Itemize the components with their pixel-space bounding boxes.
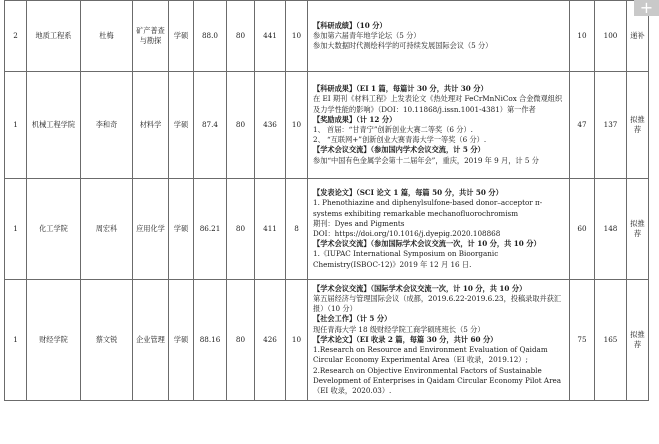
degree-cell: 学硕 bbox=[169, 1, 194, 72]
table-row bbox=[5, 1, 649, 72]
score-cell: 88.16 bbox=[194, 280, 227, 401]
result-cell: 拟推荐 bbox=[627, 179, 649, 280]
achievement-line: 2、 “互联网+”创新创业大赛青海大学一等奖（6 分）. bbox=[313, 135, 487, 145]
score-cell: 436 bbox=[255, 72, 286, 179]
score-cell: 87.4 bbox=[194, 72, 227, 179]
score-cell: 8 bbox=[286, 179, 308, 280]
achievement-heading: 【科研成果】（EI 1 篇，每篇计 30 分，共计 30 分） bbox=[313, 84, 488, 94]
achievement-line: 参加“中国有色金属学会第十二届年会”，重庆，2019 年 9 月，计 5 分 bbox=[313, 155, 539, 165]
degree-cell: 学硕 bbox=[169, 179, 194, 280]
result-cell: 拟推荐 bbox=[627, 280, 649, 401]
seq-cell: 2 bbox=[5, 1, 27, 72]
research-score-cell: 75 bbox=[570, 280, 595, 401]
score-cell: 80 bbox=[227, 280, 255, 401]
seq-cell: 1 bbox=[5, 280, 27, 401]
achievement-heading: 【发表论文】（SCI 论文 1 篇，每篇 50 分，共计 50 分） bbox=[313, 188, 503, 198]
degree-cell: 学硕 bbox=[169, 280, 194, 401]
achievement-line: 1.Research on Resource and Environment Evaluation of Qaidam Circular Economy Experimental Area（EI 收录，2019.12）; bbox=[313, 345, 548, 365]
college-cell: 地质工程系 bbox=[27, 1, 81, 72]
name-cell: 周宏科 bbox=[81, 179, 133, 280]
score-cell: 426 bbox=[255, 280, 286, 401]
score-cell: 10 bbox=[286, 1, 308, 72]
achievement-line: 在 EI 期刊《材料工程》上发表论文《热处理对 FeCrMnNiCox 合金微观组织及力学性能的影响》（DOI：10.11868/j.issn.1001-4381）第一作者 bbox=[313, 94, 563, 114]
total-score-cell: 137 bbox=[595, 72, 627, 179]
major-cell: 矿产普查与勘探 bbox=[133, 1, 169, 72]
table-row bbox=[5, 179, 649, 280]
table-row bbox=[5, 72, 649, 179]
score-cell: 411 bbox=[255, 179, 286, 280]
name-cell: 杜梅 bbox=[81, 1, 133, 72]
score-cell: 86.21 bbox=[194, 179, 227, 280]
college-cell: 化工学院 bbox=[27, 179, 81, 280]
research-score-cell: 60 bbox=[570, 179, 595, 280]
achievement-heading: 【奖励成果】（计 12 分） bbox=[313, 114, 397, 124]
total-score-cell: 165 bbox=[595, 280, 627, 401]
achievement-heading: 【学术会议交流】（参加国际学术会议交流一次，计 10 分，共 10 分） bbox=[313, 239, 541, 249]
achievement-heading: 【学术会议交流】（参加国内学术会议交流，计 5 分） bbox=[313, 145, 485, 155]
achievements-cell bbox=[308, 179, 570, 280]
achievement-line: 参加第六届青年地学论坛（5 分） bbox=[313, 30, 421, 40]
table-row bbox=[5, 280, 649, 401]
achievements-cell bbox=[308, 72, 570, 179]
major-cell: 企业管理 bbox=[133, 280, 169, 401]
college-cell: 财经学院 bbox=[27, 280, 81, 401]
seq-cell: 1 bbox=[5, 72, 27, 179]
seq-cell: 1 bbox=[5, 179, 27, 280]
research-score-cell: 47 bbox=[570, 72, 595, 179]
score-cell: 10 bbox=[286, 280, 308, 401]
score-cell: 80 bbox=[227, 1, 255, 72]
result-cell: 递补 bbox=[627, 1, 649, 72]
achievement-line: 现任青海大学 18 级财经学院工商学硕班班长（5 分） bbox=[313, 324, 485, 334]
achievements-cell bbox=[308, 1, 570, 72]
achievement-heading: 【社会工作】（计 5 分） bbox=[313, 314, 392, 324]
achievement-line: 参加大数据时代测绘科学的可持续发展国际会议（5 分） bbox=[313, 41, 493, 51]
achievements-cell bbox=[308, 280, 570, 401]
name-cell: 蔡文锐 bbox=[81, 280, 133, 401]
total-score-cell: 148 bbox=[595, 179, 627, 280]
candidates-table bbox=[4, 0, 649, 401]
score-cell: 88.0 bbox=[194, 1, 227, 72]
achievement-heading: 【学术论文】（EI 收录 2 篇，每篇 30 分，共计 60 分） bbox=[313, 334, 498, 344]
achievement-line: 1、 首届：“甘青宁”创新创业大赛二等奖（6 分）. bbox=[313, 125, 473, 134]
achievement-heading: 【科研成绩】（10 分） bbox=[313, 20, 387, 30]
score-cell: 80 bbox=[227, 72, 255, 179]
achievement-line: 1.《IUPAC International Symposium on Bioorganic Chemistry(ISBOC-12)》2019 年 12 月 16 日. bbox=[313, 249, 499, 269]
achievement-line: 第五届经济与管理国际会议（成都，2019.6.22-2019.6.23，投稿录取并获汇报）（10 分） bbox=[313, 294, 562, 314]
achievement-line: DOI：https://doi.org/10.1016/j.dyepig.2020.108868 bbox=[313, 229, 501, 238]
score-cell: 10 bbox=[286, 72, 308, 179]
score-cell: 80 bbox=[227, 179, 255, 280]
achievement-line: 2.Research on Objective Environmental Factors of Sustainable Development of Enterprises in Qaidam Circular Economy Pilot Area（EI 收录，2020.03）. bbox=[313, 365, 562, 395]
total-score-cell: 100 bbox=[595, 1, 627, 72]
plus-icon[interactable]: + bbox=[634, 0, 659, 16]
major-cell: 材料学 bbox=[133, 72, 169, 179]
name-cell: 李和奇 bbox=[81, 72, 133, 179]
major-cell: 应用化学 bbox=[133, 179, 169, 280]
achievement-line: 1. Phenothiazine and diphenylsulfone-based donor–acceptor π-systems exhibiting remarkable mechanofluorochromism bbox=[313, 198, 543, 218]
score-cell: 441 bbox=[255, 1, 286, 72]
achievement-line: 期刊：Dyes and Pigments bbox=[313, 218, 405, 228]
college-cell: 机械工程学院 bbox=[27, 72, 81, 179]
achievement-heading: 【学术会议交流】（国际学术会议交流一次，计 10 分，共 10 分） bbox=[313, 283, 527, 293]
result-cell: 拟推荐 bbox=[627, 72, 649, 179]
research-score-cell: 10 bbox=[570, 1, 595, 72]
degree-cell: 学硕 bbox=[169, 72, 194, 179]
